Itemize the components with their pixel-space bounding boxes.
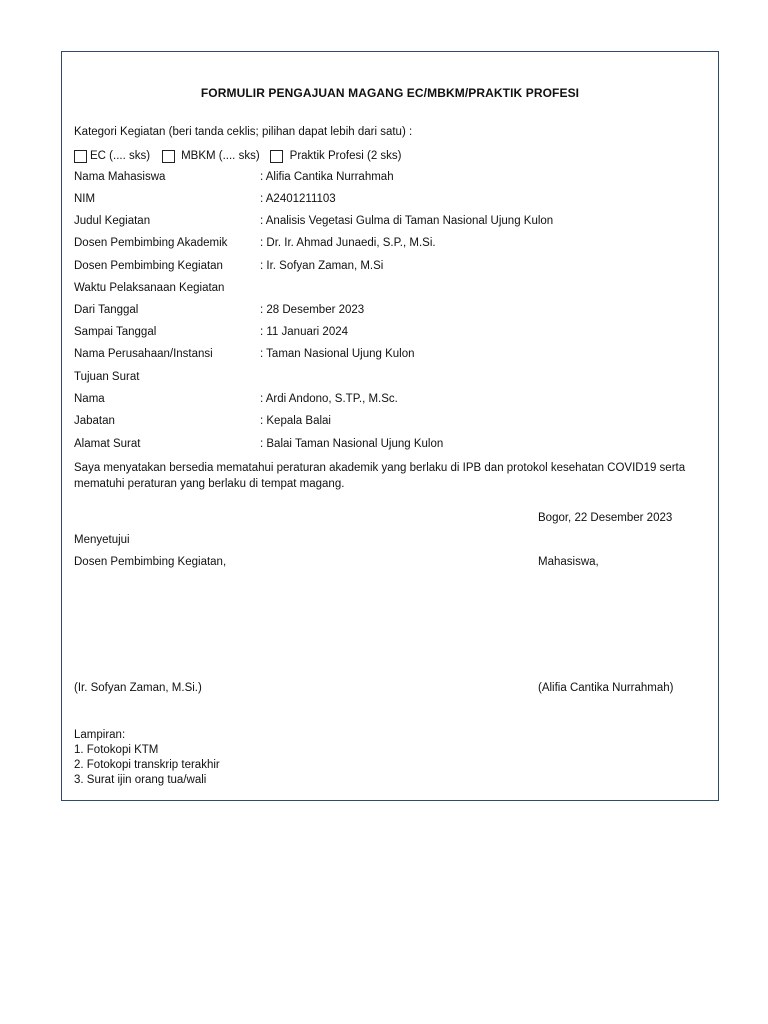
field-label: Waktu Pelaksanaan Kegiatan [74, 282, 225, 294]
field-tujuan-surat [74, 371, 694, 387]
field-value: : Analisis Vegetasi Gulma di Taman Nasional Ujung Kulon [260, 215, 554, 227]
checkbox-praktik-profesi[interactable] [270, 150, 402, 163]
field-label: Nama Perusahaan/Instansi [74, 348, 213, 360]
checkbox-label: MBKM (.... sks) [181, 150, 260, 162]
field-value: : Kepala Balai [260, 415, 331, 427]
lampiran-item: 2. Fotokopi transkrip terakhir [74, 759, 220, 771]
field-nama-perusahaan [74, 348, 694, 364]
field-dosen-kegiatan [74, 260, 694, 276]
lampiran-item: 3. Surat ijin orang tua/wali [74, 774, 207, 786]
field-label: Dosen Pembimbing Kegiatan [74, 260, 223, 272]
form-title: FORMULIR PENGAJUAN MAGANG EC/MBKM/PRAKTIK PROFESI [200, 86, 580, 100]
field-dosen-akademik [74, 237, 694, 253]
field-label: Sampai Tanggal [74, 326, 157, 338]
field-label: Alamat Surat [74, 438, 141, 450]
field-label: Dari Tanggal [74, 304, 139, 316]
field-value: : Taman Nasional Ujung Kulon [260, 348, 415, 360]
checkbox-label: Praktik Profesi (2 sks) [289, 150, 402, 162]
checkbox-ec[interactable] [74, 150, 150, 163]
field-label: Judul Kegiatan [74, 215, 151, 227]
field-nim [74, 193, 694, 209]
field-value: : 11 Januari 2024 [260, 326, 349, 338]
left-signer: (Ir. Sofyan Zaman, M.Si.) [74, 682, 202, 694]
field-label: Jabatan [74, 415, 115, 427]
right-role: Mahasiswa, [538, 556, 599, 568]
field-value: : Dr. Ir. Ahmad Junaedi, S.P., M.Si. [260, 237, 436, 249]
field-waktu-pelaksanaan [74, 282, 694, 298]
field-judul-kegiatan [74, 215, 694, 231]
field-label: Tujuan Surat [74, 371, 140, 383]
checkbox-square-icon[interactable] [74, 150, 87, 163]
field-value: : Ardi Andono, S.TP., M.Sc. [260, 393, 398, 405]
lampiran-item: 1. Fotokopi KTM [74, 744, 159, 756]
field-jabatan [74, 415, 694, 431]
right-signer: (Alifia Cantika Nurrahmah) [538, 682, 674, 694]
field-label: Nama [74, 393, 105, 405]
kategori-label: Kategori Kegiatan (beri tanda ceklis; pilihan dapat lebih dari satu) : [74, 126, 413, 138]
field-label: Nama Mahasiswa [74, 171, 166, 183]
field-dari-tanggal [74, 304, 694, 320]
field-value: : Ir. Sofyan Zaman, M.Si [260, 260, 384, 272]
checkbox-mbkm[interactable] [162, 150, 260, 163]
field-label: NIM [74, 193, 96, 205]
place-date: Bogor, 22 Desember 2023 [538, 512, 673, 524]
field-value: : Balai Taman Nasional Ujung Kulon [260, 438, 444, 450]
field-value: : 28 Desember 2023 [260, 304, 365, 316]
field-value: : Alifia Cantika Nurrahmah [260, 171, 394, 183]
field-alamat-surat [74, 438, 694, 454]
statement-text: Saya menyatakan bersedia mematahui peraturan akademik yang berlaku di IPB dan protokol kesehatan COVID19 serta mematuhi peraturan yang berlaku di tempat magang. [74, 462, 686, 490]
checkbox-label: EC (.... sks) [90, 150, 151, 162]
form-frame [61, 51, 719, 801]
kategori-checkboxes [74, 148, 409, 164]
field-nama-mahasiswa [74, 171, 694, 187]
field-sampai-tanggal [74, 326, 694, 342]
checkbox-square-icon[interactable] [162, 150, 175, 163]
field-nama [74, 393, 694, 409]
lampiran-heading: Lampiran: [74, 729, 126, 741]
checkbox-square-icon[interactable] [270, 150, 283, 163]
left-role: Dosen Pembimbing Kegiatan, [74, 556, 227, 568]
menyetujui-label: Menyetujui [74, 534, 130, 546]
lampiran-list [74, 728, 220, 788]
field-label: Dosen Pembimbing Akademik [74, 237, 228, 249]
field-value: : A2401211103 [260, 193, 336, 205]
